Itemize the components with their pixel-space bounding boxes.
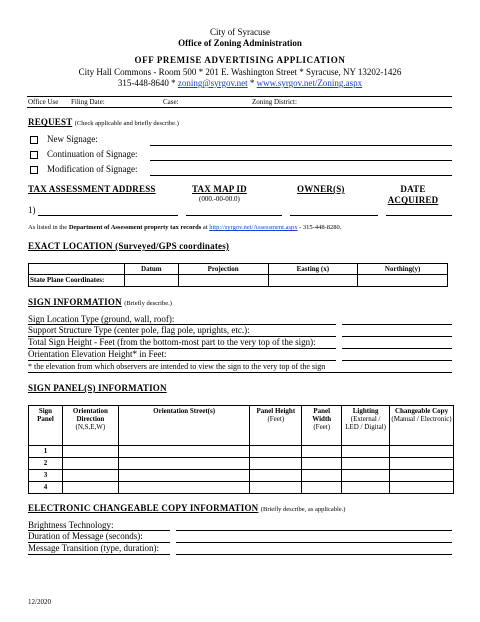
panel-header-width-sub: (Feet) xyxy=(313,423,331,431)
northing-cell[interactable] xyxy=(358,275,448,287)
continuation-checkbox[interactable] xyxy=(30,151,38,159)
panel-cell[interactable] xyxy=(342,470,390,482)
panel-header-copy xyxy=(390,406,454,446)
new-signage-field[interactable] xyxy=(150,145,452,146)
office-name: Office of Zoning Administration xyxy=(178,38,302,48)
sign-info-title: SIGN INFORMATION xyxy=(28,297,122,307)
orientation-elevation-label: Orientation Elevation Height* in Feet: xyxy=(28,349,167,359)
request-title: REQUEST xyxy=(28,117,73,127)
zoning-district-label: Zoning District: xyxy=(252,98,297,106)
tax-map-id-format: (000.-00-00.0) xyxy=(199,195,240,203)
panel-cell[interactable] xyxy=(250,470,302,482)
elevation-footnote: * the elevation from which observers are intended to view the sign to the very top of the sign xyxy=(28,362,326,371)
case-label: Case: xyxy=(163,98,179,106)
request-note: (Check applicable and briefly describe.) xyxy=(74,120,179,127)
support-structure-label: Support Structure Type (center pole, flag pole, uprights, etc.): xyxy=(28,325,250,335)
panel-cell[interactable] xyxy=(390,446,454,458)
sign-panel-heading: SIGN PANEL(S) INFORMATION xyxy=(28,383,167,393)
tax-address-field[interactable] xyxy=(38,215,178,216)
panel-header-direction xyxy=(62,406,118,446)
coords-header-easting: Easting (x) xyxy=(268,264,358,275)
request-heading xyxy=(28,117,179,127)
total-height-label: Total Sign Height - Feet (from the bottom-most part to the very top of the sign): xyxy=(28,337,316,347)
coords-header-projection: Projection xyxy=(178,264,268,275)
panel-cell[interactable] xyxy=(250,458,302,470)
modification-label: Modification of Signage: xyxy=(47,164,138,174)
owners-heading: OWNER(S) xyxy=(297,184,345,194)
form-title: OFF PREMISE ADVERTISING APPLICATION xyxy=(134,55,346,65)
modification-field[interactable] xyxy=(150,175,452,176)
assessment-phone: - 315-448-8280. xyxy=(297,224,342,231)
orientation-elevation-line xyxy=(28,360,336,361)
footnote-line xyxy=(28,372,452,373)
panel-header-lighting-sub: (External / LED / Digital) xyxy=(345,415,387,431)
state-plane-label: State Plane Coordinates: xyxy=(29,275,125,287)
panel-header-height xyxy=(250,406,302,446)
panel-cell[interactable] xyxy=(342,482,390,494)
total-height-field[interactable] xyxy=(342,348,452,349)
panel-cell[interactable] xyxy=(118,446,250,458)
assessment-link[interactable]: http://syrgov.net/Assessment.aspx xyxy=(209,224,298,231)
panel-header-sign-label: Sign Panel xyxy=(37,407,54,423)
panel-cell[interactable] xyxy=(118,458,250,470)
filing-date-label: Filing Date: xyxy=(71,98,105,106)
electronic-note: (Briefly describe, as applicable.) xyxy=(260,506,346,513)
contact-line xyxy=(0,78,480,88)
panel-row-number: 1 xyxy=(29,446,63,458)
date-acquired-field[interactable] xyxy=(386,215,452,216)
coords-header-blank xyxy=(29,264,125,275)
datum-cell[interactable] xyxy=(124,275,178,287)
panel-cell[interactable] xyxy=(250,482,302,494)
coords-header-northing: Northing(y) xyxy=(358,264,448,275)
separator: * xyxy=(249,78,255,88)
panel-cell[interactable] xyxy=(342,446,390,458)
exact-location-heading: EXACT LOCATION (Surveyed/GPS coordinates) xyxy=(28,241,230,251)
transition-label: Message Transition (type, duration): xyxy=(28,543,159,553)
owners-field[interactable] xyxy=(290,215,378,216)
coords-header-datum: Datum xyxy=(124,264,178,275)
brightness-field[interactable] xyxy=(176,530,452,531)
electronic-title: ELECTRONIC CHANGEABLE COPY INFORMATION xyxy=(28,503,259,513)
sign-panel-table xyxy=(28,405,454,494)
panel-header-copy-label: Changeable Copy xyxy=(394,407,449,415)
panel-header-width-label: Panel Width xyxy=(312,407,332,423)
panel-header-lighting xyxy=(342,406,390,446)
panel-cell[interactable] xyxy=(250,446,302,458)
assessment-note xyxy=(28,224,341,231)
panel-header-sign xyxy=(29,406,63,446)
sign-location-type-label: Sign Location Type (ground, wall, roof): xyxy=(28,314,175,324)
tax-map-id-heading: TAX MAP ID xyxy=(192,184,247,194)
tax-map-id-field[interactable] xyxy=(186,215,282,216)
assessment-note-prefix: As listed in the xyxy=(28,224,69,231)
coordinates-table xyxy=(28,263,448,287)
modification-checkbox[interactable] xyxy=(30,166,38,174)
panel-header-lighting-label: Lighting xyxy=(352,407,379,415)
assessment-records-text: Department of Assessment property tax records xyxy=(68,224,202,231)
tax-address-heading: TAX ASSESSMENT ADDRESS xyxy=(28,184,156,194)
new-signage-checkbox[interactable] xyxy=(30,136,38,144)
sign-info-heading xyxy=(28,297,172,307)
panel-cell[interactable] xyxy=(342,458,390,470)
panel-cell[interactable] xyxy=(62,470,118,482)
panel-cell[interactable] xyxy=(390,470,454,482)
panel-header-width xyxy=(302,406,342,446)
panel-cell[interactable] xyxy=(62,446,118,458)
duration-label: Duration of Message (seconds): xyxy=(28,531,143,541)
duration-field[interactable] xyxy=(176,542,452,543)
city-name: City of Syracuse xyxy=(210,27,270,37)
panel-cell[interactable] xyxy=(302,470,342,482)
property-row-number: 1) xyxy=(28,205,36,215)
acquired-heading: ACQUIRED xyxy=(387,195,439,205)
panel-cell[interactable] xyxy=(62,458,118,470)
panel-row-number: 4 xyxy=(29,482,63,494)
sign-location-type-field[interactable] xyxy=(342,324,452,325)
office-use-top-rule xyxy=(27,96,452,97)
panel-row-number: 2 xyxy=(29,458,63,470)
website-link[interactable]: www.syrgov.net/Zoning.aspx xyxy=(256,78,363,88)
panel-header-direction-label: Orientation Direction xyxy=(72,407,108,423)
orientation-elevation-field[interactable] xyxy=(342,360,452,361)
panel-cell[interactable] xyxy=(118,470,250,482)
transition-field[interactable] xyxy=(176,554,452,555)
support-structure-field[interactable] xyxy=(342,336,452,337)
panel-cell[interactable] xyxy=(62,482,118,494)
panel-header-direction-sub: (N,S,E,W) xyxy=(75,423,106,431)
panel-header-copy-sub: (Manual / Electronic) xyxy=(391,415,452,423)
electronic-heading xyxy=(28,503,345,513)
assessment-note-at: at xyxy=(201,224,210,231)
continuation-field[interactable] xyxy=(150,160,452,161)
panel-header-height-sub: (Feet) xyxy=(267,415,285,423)
office-use-label: Office Use xyxy=(28,98,59,106)
sign-info-note: (Briefly describe.) xyxy=(124,300,172,307)
office-use-bottom-rule xyxy=(27,107,452,108)
brightness-label: Brightness Technology: xyxy=(28,520,114,530)
office-address: City Hall Commons - Room 500 * 201 E. Washington Street * Syracuse, NY 13202-1426 xyxy=(78,67,402,77)
revision-date: 12/2020 xyxy=(28,598,51,606)
panel-cell[interactable] xyxy=(390,482,454,494)
phone: 315-448-8640 * xyxy=(117,78,176,88)
panel-cell[interactable] xyxy=(118,482,250,494)
transition-line xyxy=(28,554,170,555)
panel-header-street xyxy=(118,406,250,446)
new-signage-label: New Signage: xyxy=(47,134,98,144)
panel-header-height-label: Panel Height xyxy=(256,407,296,415)
panel-cell[interactable] xyxy=(302,458,342,470)
panel-cell[interactable] xyxy=(302,446,342,458)
panel-cell[interactable] xyxy=(302,482,342,494)
date-heading: DATE xyxy=(400,184,426,194)
panel-header-street-label: Orientation Street(s) xyxy=(153,407,216,415)
projection-cell[interactable] xyxy=(178,275,268,287)
panel-row-number: 3 xyxy=(29,470,63,482)
easting-cell[interactable] xyxy=(268,275,358,287)
panel-cell[interactable] xyxy=(390,458,454,470)
email-link[interactable]: zoning@syrgov.net xyxy=(177,78,248,88)
continuation-label: Continuation of Signage: xyxy=(47,149,138,159)
